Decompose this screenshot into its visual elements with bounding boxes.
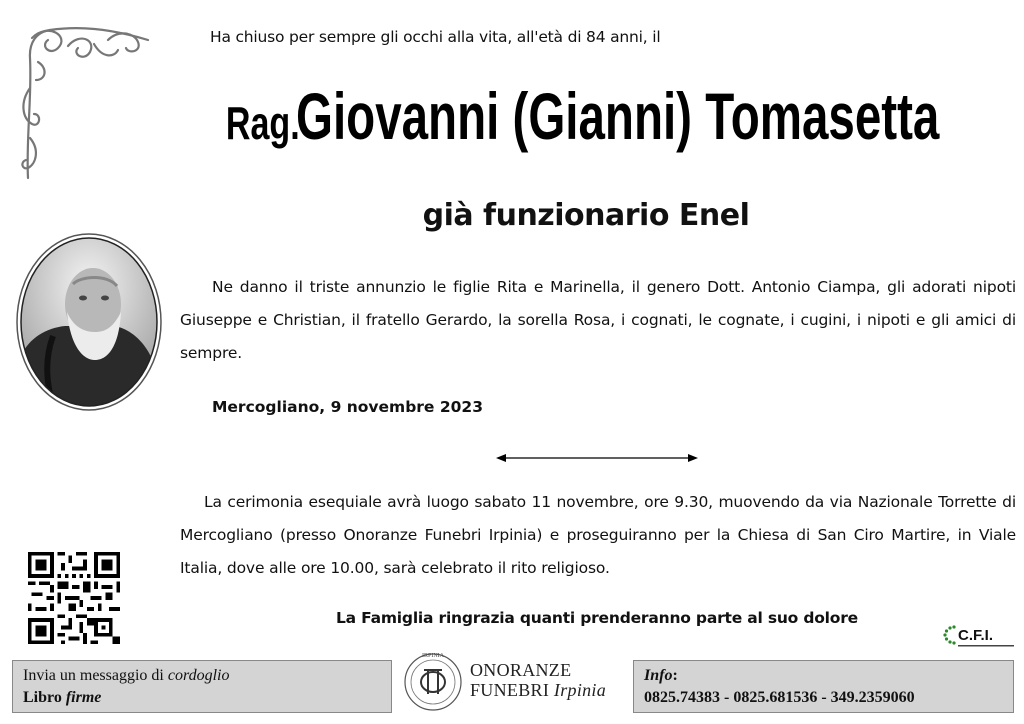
condolence-prefix: Invia un messaggio di — [23, 667, 168, 684]
info-box — [633, 660, 1014, 713]
ceremony-text: La cerimonia esequiale avrà luogo sabato 11 novembre, ore 9.30, muovendo da via Nazionale Torrette di Mercogliano (presso Onoranze Funebri Irpinia) e proseguiranno per la Chiesa di San Ciro Martire, in Viale Italia, dove alle ore 10.00, sarà celebrato il rito religioso. — [180, 493, 1016, 577]
guestbook-italic: firme — [65, 689, 102, 706]
qr-code[interactable] — [26, 552, 122, 644]
info-label — [644, 665, 1003, 687]
info-label-text: Info — [644, 667, 673, 684]
name-main: Giovanni (Gianni) Tomasetta — [295, 79, 940, 153]
funeral-home-line2 — [470, 680, 606, 700]
funeral-home-line2-italic: Irpinia — [553, 680, 607, 700]
cfi-logo-text: C.F.I. — [958, 627, 994, 644]
phone-numbers[interactable]: 0825.74383 - 0825.681536 - 349.2359060 — [644, 689, 915, 706]
intro-line: Ha chiuso per sempre gli occhi alla vita, all'età di 84 anni, il — [210, 28, 661, 46]
deceased-title: già funzionario Enel — [422, 198, 750, 233]
family-thanks: La Famiglia ringrazia quanti prenderanno parte al suo dolore — [335, 609, 858, 627]
emblem-arc-text: IRPINIA — [422, 653, 444, 659]
double-arrow-divider-icon — [496, 450, 698, 466]
info-colon: : — [672, 667, 678, 684]
place-date: Mercogliano, 9 novembre 2023 — [212, 398, 483, 416]
deceased-name — [0, 78, 1024, 154]
announcement-text: Ne danno il triste annunzio le figlie Rita e Marinella, il genero Dott. Antonio Ciampa, gli adorati nipoti Giuseppe e Christian, il fratello Gerardo, la sorella Rosa, i cognati, le cognate, i cugini, i nipoti e gli amici di sempre. — [180, 278, 1016, 362]
funeral-home-name — [470, 660, 606, 700]
guestbook-prefix: Libro — [23, 689, 66, 706]
portrait-photo — [15, 232, 163, 412]
funeral-home-line2-prefix: FUNEBRI — [470, 680, 554, 700]
funeral-home-emblem — [402, 648, 464, 712]
guestbook-link[interactable] — [23, 687, 381, 709]
cfi-logo — [942, 620, 1017, 652]
condolence-italic: cordoglio — [167, 667, 230, 684]
condolence-box[interactable] — [12, 660, 392, 713]
funeral-home-line1: ONORANZE — [470, 660, 572, 680]
condolence-link[interactable] — [23, 665, 381, 687]
name-prefix: Rag. — [225, 97, 300, 149]
